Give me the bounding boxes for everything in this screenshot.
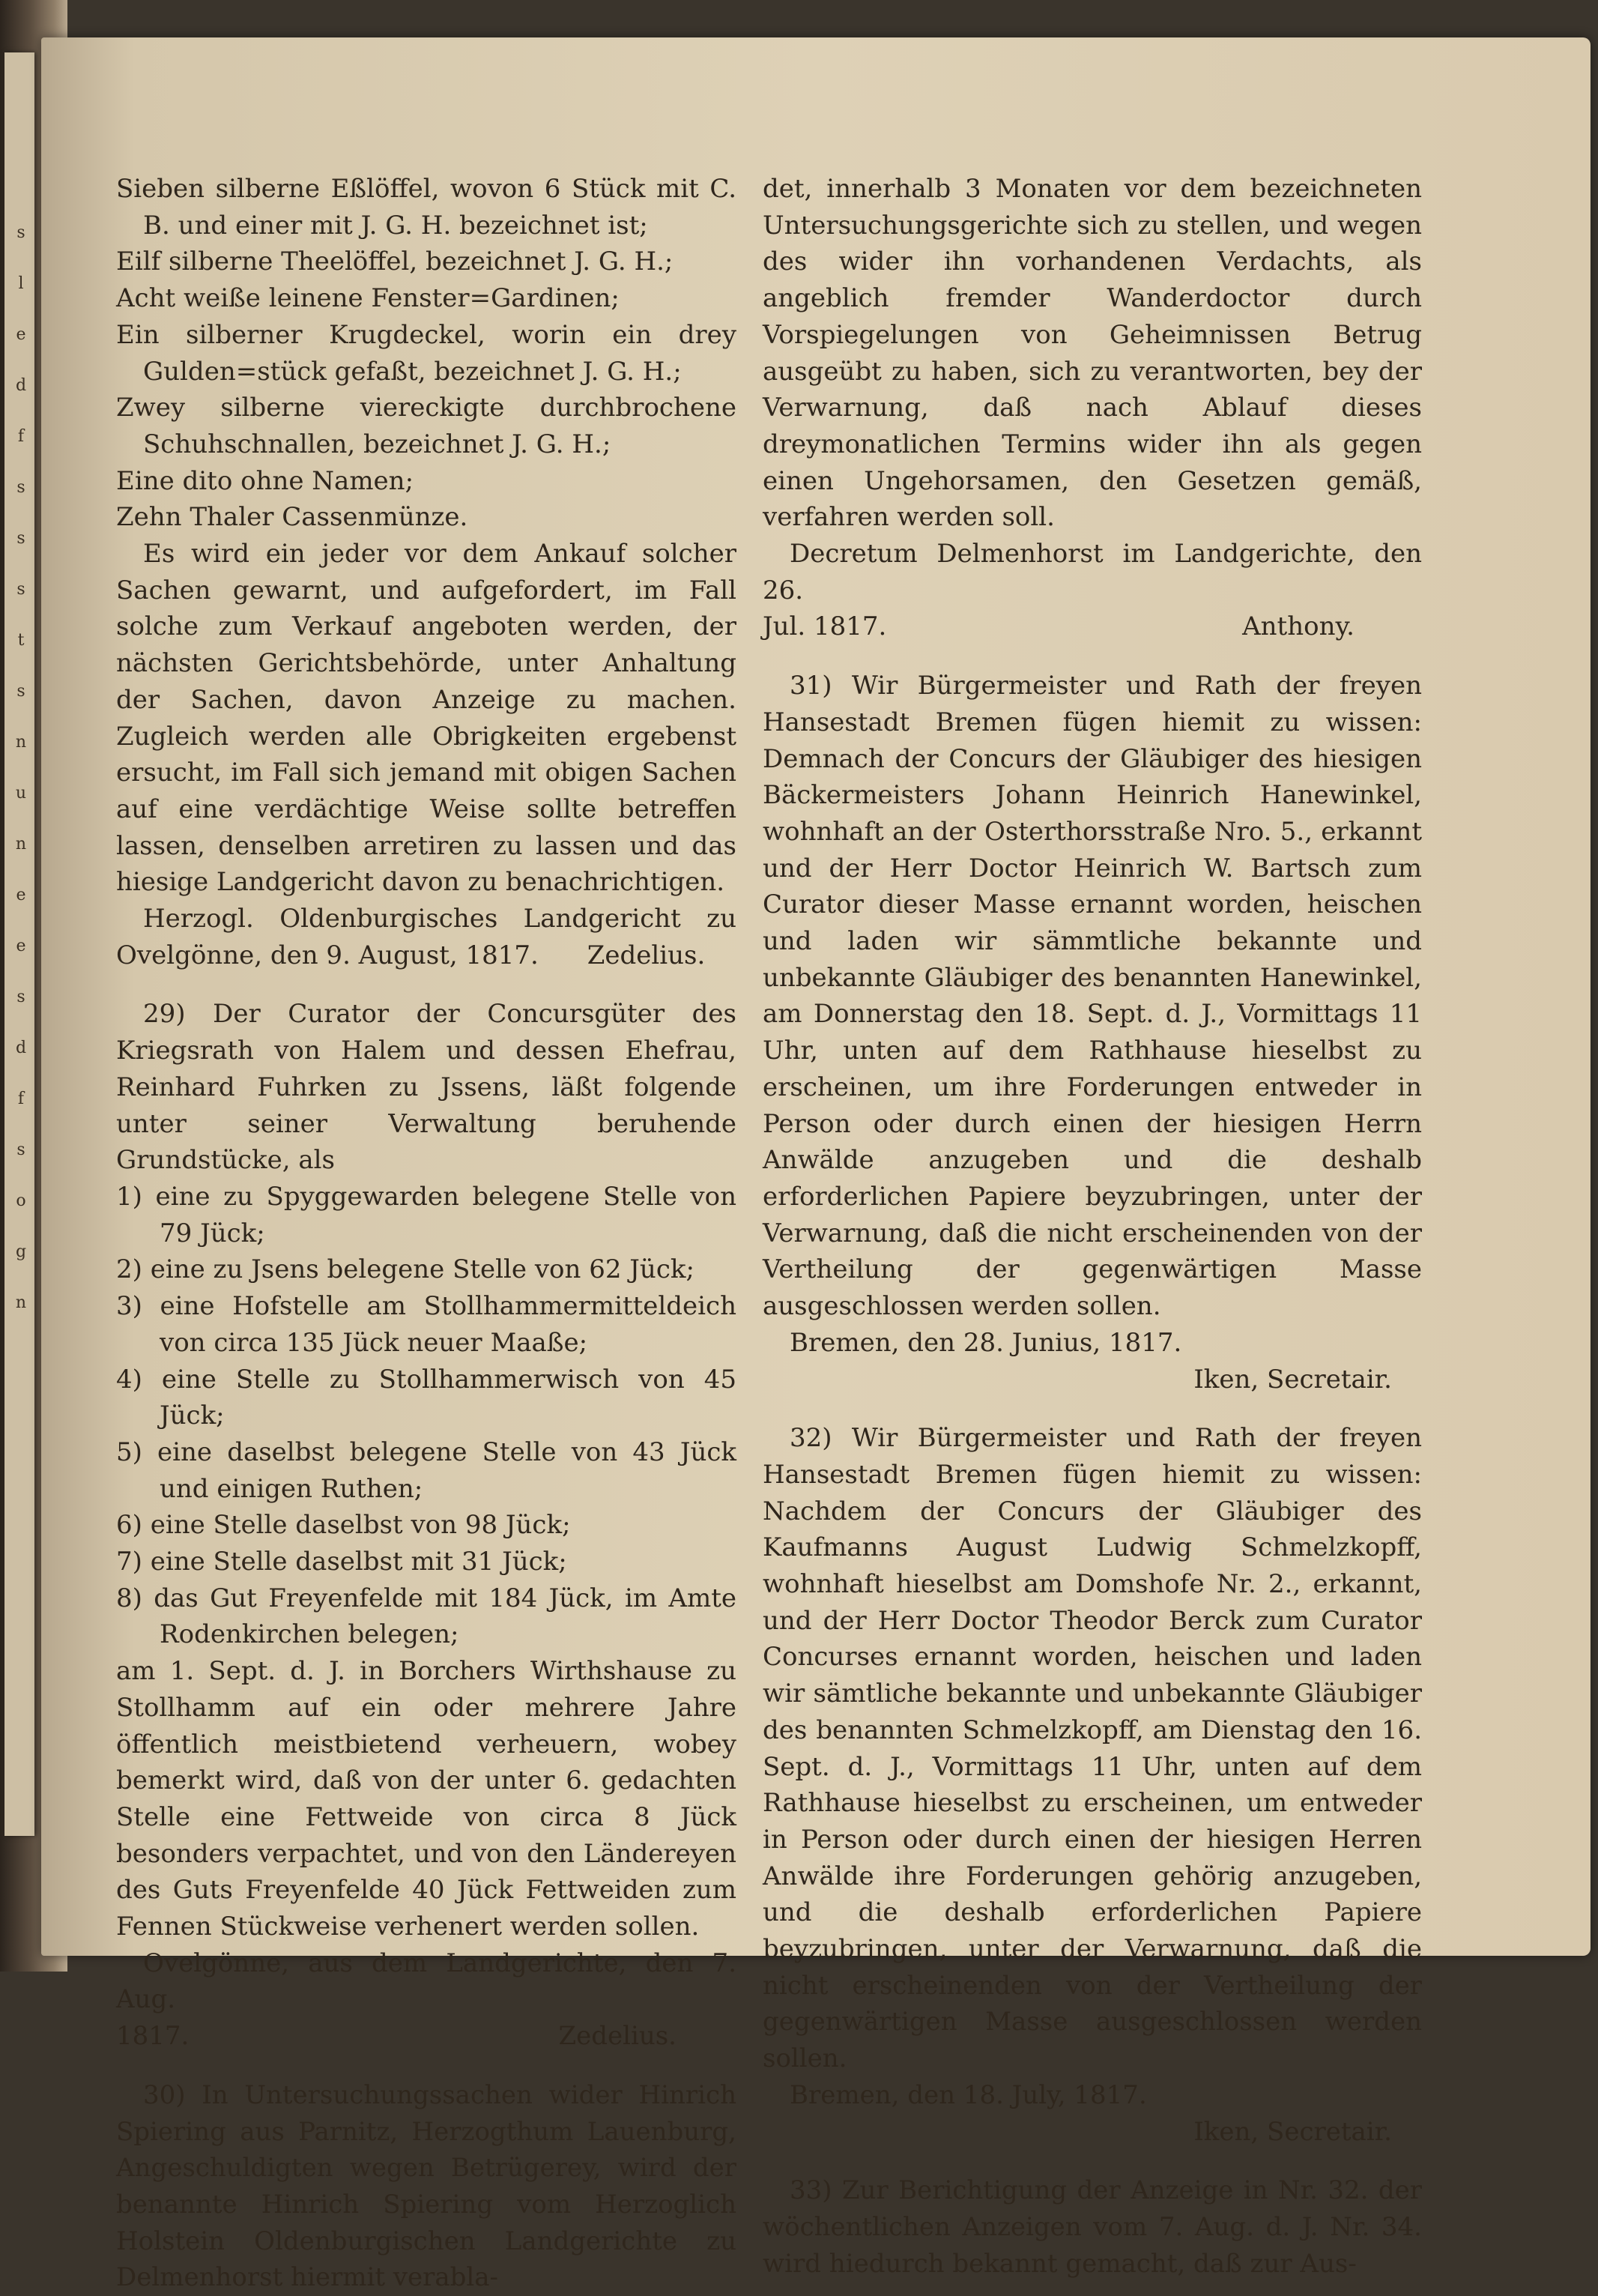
margin-letter: g [15, 1242, 27, 1261]
signature-year: 1817. [116, 2021, 190, 2052]
margin-letter: t [17, 631, 25, 650]
margin-letter: s [16, 478, 25, 497]
margin-letter: e [16, 325, 26, 344]
decretum-line: Decretum Delmenhorst im Landgerichte, den 26. [763, 539, 1422, 605]
previous-page-edge [4, 52, 34, 1836]
margin-letter: f [17, 427, 25, 446]
margin-letter: d [15, 376, 27, 395]
notice-32: 32) Wir Bürgermeister und Rath der freyen Hansestadt Bremen fügen hiemit zu wissen: Nachdem der Concurs der Gläubiger des Kaufmanns August Ludwig Schmelzkopff, wohnhaft hieselbst am Domshofe Nr. 2., erkannt, und der Herr Doctor Theodor Berck zum Curator Concurses ernannt worden, heischen und laden wir sämtliche bekannte und unbekannte Gläubiger des benannten Schmelzkopff, am Dienstag den 16. Sept. d. J., Vormittags 11 Uhr, unten auf dem Rathhause hieselbst zu erscheinen, um entweder in Person oder durch einen der hiesigen Herren Anwälde ihre Forderungen gehörig anzugeben, und die deshalb erforderlichen Papiere beyzubringen, unter der Verwarnung, daß die nicht erscheinenden von der Vertheilung der gegenwärtigen Masse ausgeschlossen werden sollen. [763, 1423, 1422, 2074]
notice-29-intro: 29) Der Curator der Concursgüter des Kriegsrath von Halem und dessen Ehefrau, Reinhard Fuhrken zu Jssens, läßt folgende unter seiner Verwaltung beruhende Grundstücke, als [116, 999, 736, 1176]
property-list-item: 2) eine zu Jsens belegene Stelle von 62 Jück; [116, 1254, 694, 1285]
margin-letter: l [18, 274, 24, 293]
court-signature-1 [116, 901, 736, 973]
decretum-date: Jul. 1817. [763, 611, 887, 642]
margin-letter: n [15, 733, 27, 752]
left-column [116, 171, 736, 2296]
item-list-entry: Sieben silberne Eßlöffel, wovon 6 Stück mit C. B. und einer mit J. G. H. bezeichnet ist; [116, 174, 736, 241]
notice-29-body: am 1. Sept. d. J. in Borchers Wirthshause zu Stollhamm auf ein oder mehrere Jahre öffentlich meistbietend verheuern, wobey bemerkt wird, daß von der unter 6. gedachten Stelle eine Fettweide von circa 8 Jück besonders verpachtet, und von den Ländereyen des Guts Freyenfelde 40 Jück Fettweiden zum Fennen Stückweise verhenert werden sollen. [116, 1656, 736, 1942]
margin-letter: e [16, 937, 26, 955]
property-list-item: 1) eine zu Spyggewarden belegene Stelle von 79 Jück; [116, 1181, 736, 1248]
notice-30-continuation: det, innerhalb 3 Monaten vor dem bezeichneten Untersuchungsgerichte sich zu stellen, und wegen des wider ihn vorhandenen Verdachts, als angeblich fremder Wanderdoctor durch Vorspiegelungen von Geheimnissen Betrug ausgeübt zu haben, sich zu verantworten, bey der Verwarnung, daß nach Ablauf dieses dreymonatlichen Termins wider ihn als gegen einen Ungehorsamen, den Gesetzen gemäß, verfahren werden soll. [763, 174, 1422, 533]
notice-29-signature [116, 2018, 736, 2055]
property-list-item: 6) eine Stelle daselbst von 98 Jück; [116, 1510, 571, 1541]
notice-31-signature: Iken, Secretair. [1193, 1364, 1392, 1395]
item-list-entry: Ein silberner Krugdeckel, worin ein drey Gulden=stück gefaßt, bezeichnet J. G. H.; [116, 319, 736, 387]
notice-32-signature: Iken, Secretair. [1193, 2116, 1392, 2147]
notice-29-place-date: Ovelgönne, aus dem Landgerichte, den 7. Aug. [116, 1948, 736, 2015]
item-list-entry: Eilf silberne Theelöffel, bezeichnet J. G. H.; [116, 247, 674, 277]
margin-letters [10, 225, 31, 1311]
section-divider [116, 2055, 736, 2077]
signatory-name: Zedelius. [558, 2021, 677, 2052]
item-list-entry: Zwey silberne viereckigte durchbrochene Schuhschnallen, bezeichnet J. G. H.; [116, 393, 736, 459]
margin-letter: s [16, 223, 25, 242]
notice-30: 30) In Untersuchungssachen wider Hinrich Spiering aus Parnitz, Herzogthum Lauenburg, Angeschuldigten wegen Betrügerey, wird der benannte Hinrich Spiering vom Herzoglich Holstein Oldenburgischen Landgerichte zu Delmenhorst hiermit verabla- [116, 2079, 736, 2293]
theft-warning-paragraph: Es wird ein jeder vor dem Ankauf solcher Sachen gewarnt, und aufgefordert, im Fall solche zum Verkauf angeboten werden, der nächsten Gerichtsbehörde, unter Anhaltung der Sachen, davon Anzeige zu machen. Zugleich werden alle Obrigkeiten ergebenst ersucht, im Fall sich jemand mit obigen Sachen auf eine verdächtige Weise sollte betreffen lassen, denselben arretiren zu lassen und das hiesige Landgericht davon zu benachrichtigen. [116, 539, 736, 898]
item-list-entry: Zehn Thaler Cassenmünze. [116, 502, 468, 533]
notice-31-date: Bremen, den 28. Junius, 1817. [790, 1327, 1182, 1358]
margin-letter: d [15, 1039, 27, 1057]
decretum-signature [763, 608, 1422, 645]
signatory-name: Zedelius. [587, 940, 706, 970]
margin-letter: s [16, 580, 25, 599]
margin-letter: s [16, 1141, 25, 1159]
margin-letter: e [16, 886, 26, 904]
property-list-item: 7) eine Stelle daselbst mit 31 Jück; [116, 1547, 567, 1577]
property-list-item: 8) das Gut Freyenfelde mit 184 Jück, im Amte Rodenkirchen belegen; [116, 1583, 736, 1650]
right-column [763, 171, 1422, 2282]
section-divider [763, 2150, 1422, 2172]
signatory-name: Anthony. [1242, 611, 1355, 642]
notice-31: 31) Wir Bürgermeister und Rath der freyen Hansestadt Bremen fügen hiemit zu wissen: Demnach der Concurs der Gläubiger des hiesigen Bäckermeisters Johann Heinrich Hanewinkel, wohnhaft an der Osterthorsstraße Nro. 5., erkannt und der Herr Doctor Heinrich W. Bartsch zum Curator dieser Masse ernannt worden, heischen und laden wir sämmtliche bekannte und unbekannte Gläubiger des benannten Hanewinkel, am Donnerstag den 18. Sept. d. J., Vormittags 11 Uhr, unten auf dem Rathhause hieselbst zu erscheinen, um ihre Forderungen entweder in Person oder durch einen der hiesigen Herrn Anwälde anzugeben und die deshalb erforderlichen Papiere beyzubringen, unter der Verwarnung, daß die nicht erscheinenden von der Vertheilung der gegenwärtigen Masse ausgeschlossen werden sollen. [763, 671, 1422, 1322]
section-divider [763, 1398, 1422, 1420]
margin-letter: n [15, 835, 27, 854]
item-list-entry: Acht weiße leinene Fenster=Gardinen; [116, 283, 620, 314]
margin-letter: s [16, 682, 25, 701]
property-list-item: 4) eine Stelle zu Stollhammerwisch von 45 Jück; [116, 1364, 736, 1431]
court-signature-text: Herzogl. Oldenburgisches Landgericht zu Ovelgönne, den 9. August, 1817. [116, 904, 736, 970]
margin-letter: o [16, 1191, 26, 1210]
property-list-item: 3) eine Hofstelle am Stollhammermitteldeich von circa 135 Jück neuer Maaße; [116, 1291, 736, 1358]
section-divider [116, 973, 736, 996]
notice-33: 33) Zur Berichtigung der Anzeige in Nr. 32. der wöchentlichen Anzeigen vom 7. Aug. d. J. Nr. 34. wird hiedurch bekannt gemacht, daß zur Aus- [763, 2175, 1422, 2279]
newspaper-page [41, 37, 1591, 2293]
property-list-item: 5) eine daselbst belegene Stelle von 43 Jück und einigen Ruthen; [116, 1436, 736, 1504]
margin-letter: s [16, 529, 25, 548]
margin-letter: f [17, 1090, 25, 1108]
margin-letter: s [16, 988, 25, 1006]
item-list-entry: Eine dito ohne Namen; [116, 465, 414, 496]
notice-32-date: Bremen, den 18. July, 1817. [790, 2079, 1147, 2110]
margin-letter: u [15, 784, 27, 803]
margin-letter: n [15, 1293, 27, 1312]
section-divider [763, 645, 1422, 668]
